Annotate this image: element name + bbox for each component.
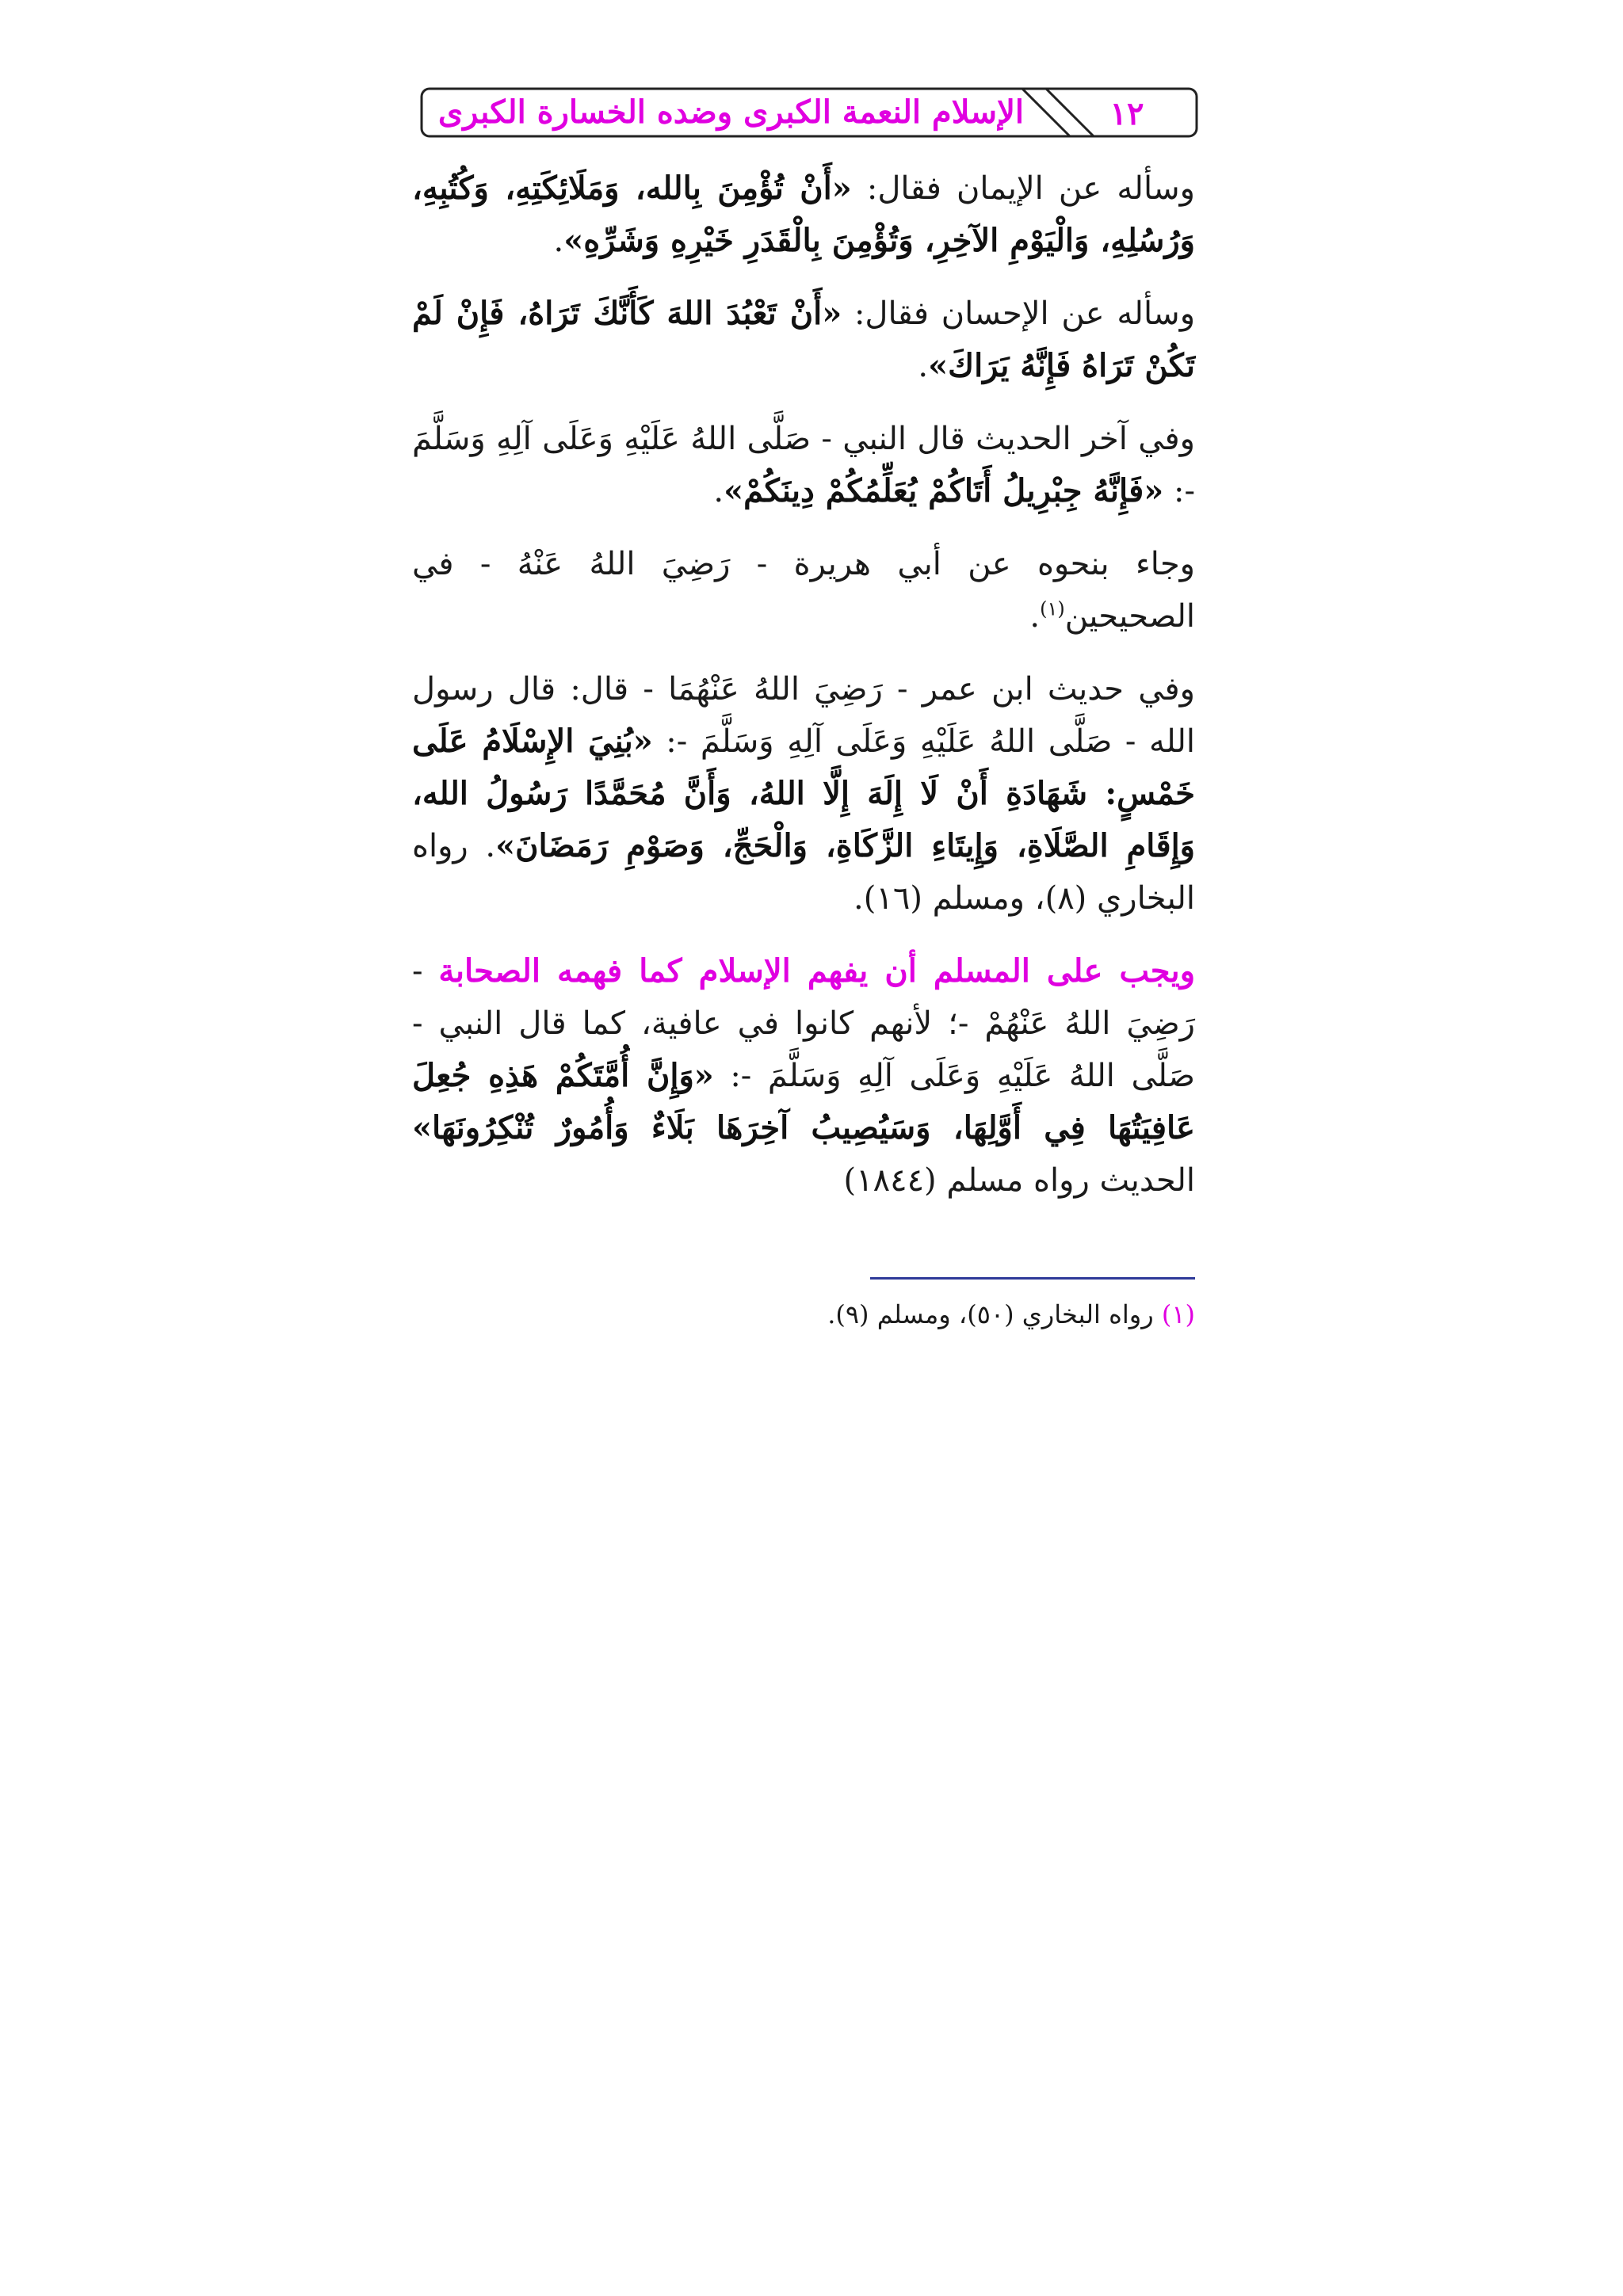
paragraph-tail: . (918, 348, 929, 384)
footnote-divider (870, 1277, 1195, 1280)
paragraph-lead: وسأله عن الإيمان فقال: (851, 170, 1195, 207)
paragraph-iman (412, 162, 1195, 267)
footnote (792, 1295, 1195, 1333)
paragraph-lead: - رَضِيَ اللهُ عَنْهُمْ -؛ لأنهم كانوا في عافية، كما قال النبي - صَلَّى اللهُ عَلَيْهِ وَعَلَى آلِهِ وَسَلَّمَ -: (412, 953, 1195, 1094)
paragraph-tail: الحديث رواه مسلم (١٨٤٤) (843, 1162, 1195, 1199)
paragraph-lead: وفي آخر الحديث قال النبي - صَلَّى اللهُ عَلَيْهِ وَعَلَى آلِهِ وَسَلَّمَ -: (412, 421, 1195, 509)
paragraph-abu-hurayrah (412, 538, 1195, 643)
highlighted-statement: ويجب على المسلم أن يفهم الإسلام كما فهمه الصحابة (438, 952, 1196, 990)
header-title: الإسلام النعمة الكبرى وضده الخسارة الكبرى (437, 93, 1024, 131)
hadith-quote: «وَإِنَّ أُمَّتَكُمْ هَذِهِ جُعِلَ عَافِيَتُهَا فِي أَوَّلِهَا، وَسَيُصِيبُ آخِرَهَا بَلَاءٌ وَأُمُورٌ تُنْكِرُونَهَا» (412, 1057, 1195, 1146)
footnote-marker[interactable]: (١) (1040, 597, 1065, 620)
paragraph-lead: وسأله عن الإحسان فقال: (842, 296, 1196, 332)
paragraph-lead: وفي حديث ابن عمر - رَضِيَ اللهُ عَنْهُمَا - قال: قال رسول الله - صَلَّى اللهُ عَلَيْهِ وَعَلَى آلِهِ وَسَلَّمَ -: (412, 671, 1196, 760)
hadith-quote: «فَإِنَّهُ جِبْرِيلُ أَتَاكُمْ يُعَلِّمُكُمْ دِينَكُمْ» (724, 472, 1164, 509)
paragraph-ihsan (412, 288, 1195, 392)
body-text (412, 162, 1195, 1227)
page-header (420, 87, 1198, 138)
paragraph-lead: وجاء بنحوه عن أبي هريرة - رَضِيَ اللهُ عَنْهُ - في الصحيحين (412, 546, 1195, 635)
paragraph-jibril (412, 413, 1195, 517)
paragraph-tail: . (1029, 598, 1041, 635)
paragraph-tail: . رواه البخاري (٨)، ومسلم (١٦). (412, 828, 1195, 917)
hadith-quote: «بُنِيَ الإِسْلَامُ عَلَى خَمْسٍ: شَهَادَةِ أَنْ لَا إِلَهَ إِلَّا اللهُ، وَأَنَّ مُحَمَّدًا رَسُولُ الله، وَإِقَامِ الصَّلَاةِ، وَإِيتَاءِ الزَّكَاةِ، وَالْحَجِّ، وَصَوْمِ رَمَضَانَ» (412, 723, 1195, 864)
paragraph-tail: . (553, 223, 564, 259)
footnote-number: (١) (1161, 1299, 1195, 1329)
paragraph-sahabah (412, 945, 1195, 1207)
hadith-quote: «أَنْ تَعْبُدَ اللهَ كَأَنَّكَ تَرَاهُ، فَإِنْ لَمْ تَكُنْ تَرَاهُ فَإِنَّهُ يَرَاكَ» (412, 295, 1195, 384)
footnote-text: رواه البخاري (٥٠)، ومسلم (٩). (827, 1299, 1162, 1329)
paragraph-ibn-umar (412, 663, 1195, 925)
page-number: ١٢ (1109, 95, 1144, 132)
hadith-quote: «أَنْ تُؤْمِنَ بِالله، وَمَلَائِكَتِهِ، وَكُتُبِهِ، وَرُسُلِهِ، وَالْيَوْمِ الآخِرِ، وَتُؤْمِنَ بِالْقَدَرِ خَيْرِهِ وَشَرِّهِ» (412, 170, 1195, 259)
paragraph-tail: . (713, 473, 724, 509)
